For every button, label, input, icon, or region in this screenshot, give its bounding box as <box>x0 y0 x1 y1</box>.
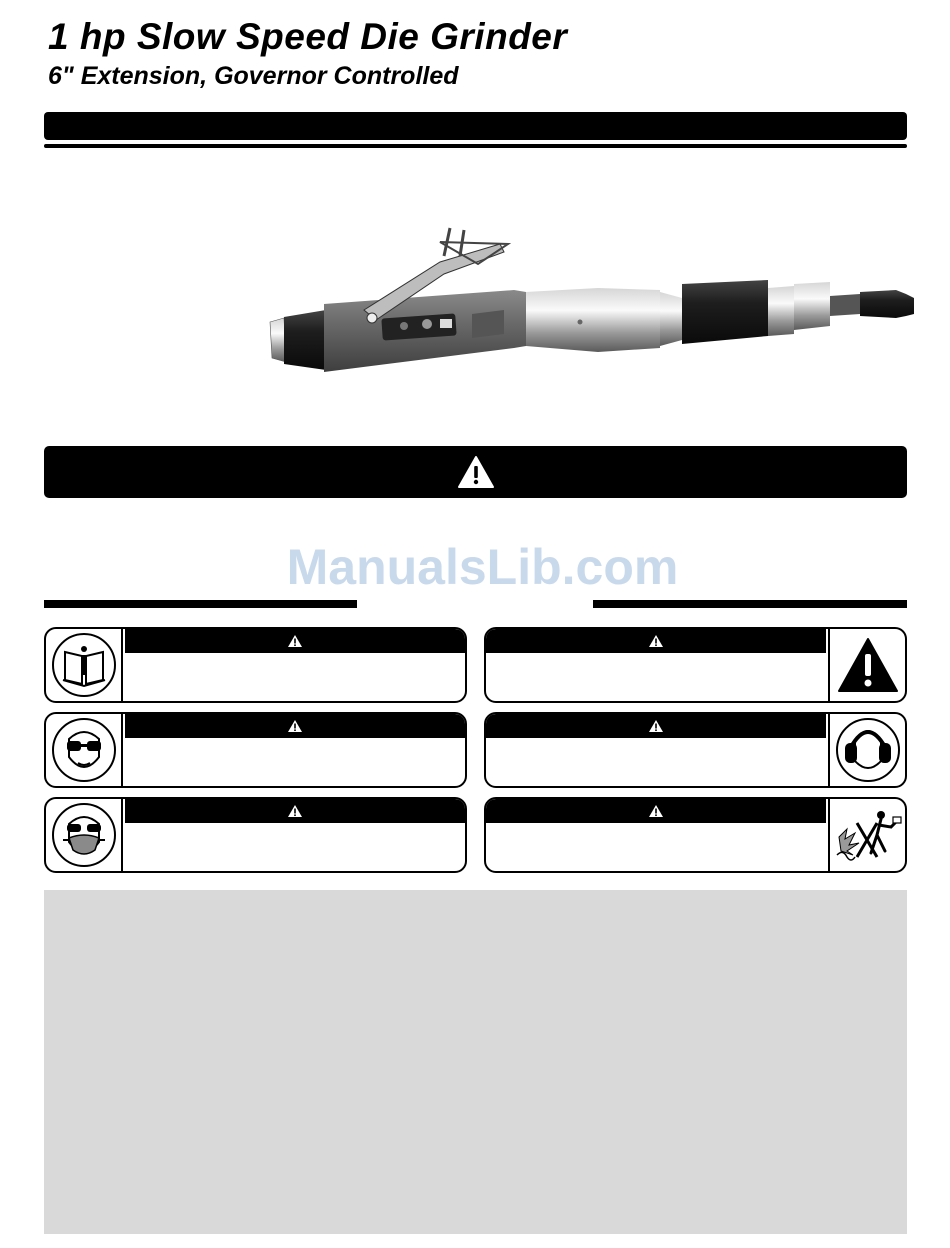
header-bar <box>44 112 907 140</box>
warning-triangle-icon <box>287 634 303 648</box>
safety-card-eye-protection <box>44 712 467 788</box>
warning-triangle-icon <box>836 636 900 694</box>
safety-card-warning <box>484 627 907 703</box>
card-header <box>125 629 465 653</box>
card-header <box>486 799 826 823</box>
icon-cell <box>46 714 123 786</box>
watermark: ManualsLib.com <box>286 539 679 595</box>
no-explosive-atmosphere-icon <box>833 805 903 865</box>
icon-cell <box>828 799 905 871</box>
icon-cell <box>46 629 123 701</box>
card-header <box>486 714 826 738</box>
section-rule-left <box>44 600 357 608</box>
safety-glasses-icon <box>51 717 117 783</box>
warning-triangle-icon <box>648 634 664 648</box>
card-body <box>125 823 465 871</box>
safety-card-respiratory-protection <box>44 797 467 873</box>
page-title: 1 hp Slow Speed Die Grinder <box>48 16 568 57</box>
safety-card-hearing-protection <box>484 712 907 788</box>
warning-triangle-icon <box>287 804 303 818</box>
card-header <box>486 629 826 653</box>
warning-triangle-icon <box>457 455 495 489</box>
safety-card-read-manual <box>44 627 467 703</box>
card-body <box>125 738 465 786</box>
warning-banner <box>44 446 907 498</box>
card-body <box>486 653 826 701</box>
icon-cell <box>46 799 123 871</box>
info-panel <box>44 890 907 1234</box>
card-body <box>486 738 826 786</box>
safety-card-explosive-atmosphere <box>484 797 907 873</box>
card-header <box>125 714 465 738</box>
respirator-mask-icon <box>51 802 117 868</box>
read-manual-icon <box>51 632 117 698</box>
section-rule-right <box>593 600 907 608</box>
page-subtitle: 6" Extension, Governor Controlled <box>48 62 459 90</box>
warning-triangle-icon <box>648 804 664 818</box>
die-grinder-photo <box>264 222 924 372</box>
warning-triangle-icon <box>648 719 664 733</box>
icon-cell <box>828 714 905 786</box>
hearing-protection-icon <box>835 717 901 783</box>
card-body <box>125 653 465 701</box>
warning-triangle-icon <box>287 719 303 733</box>
header-rule <box>44 144 907 148</box>
icon-cell <box>828 629 905 701</box>
card-body <box>486 823 826 871</box>
card-header <box>125 799 465 823</box>
